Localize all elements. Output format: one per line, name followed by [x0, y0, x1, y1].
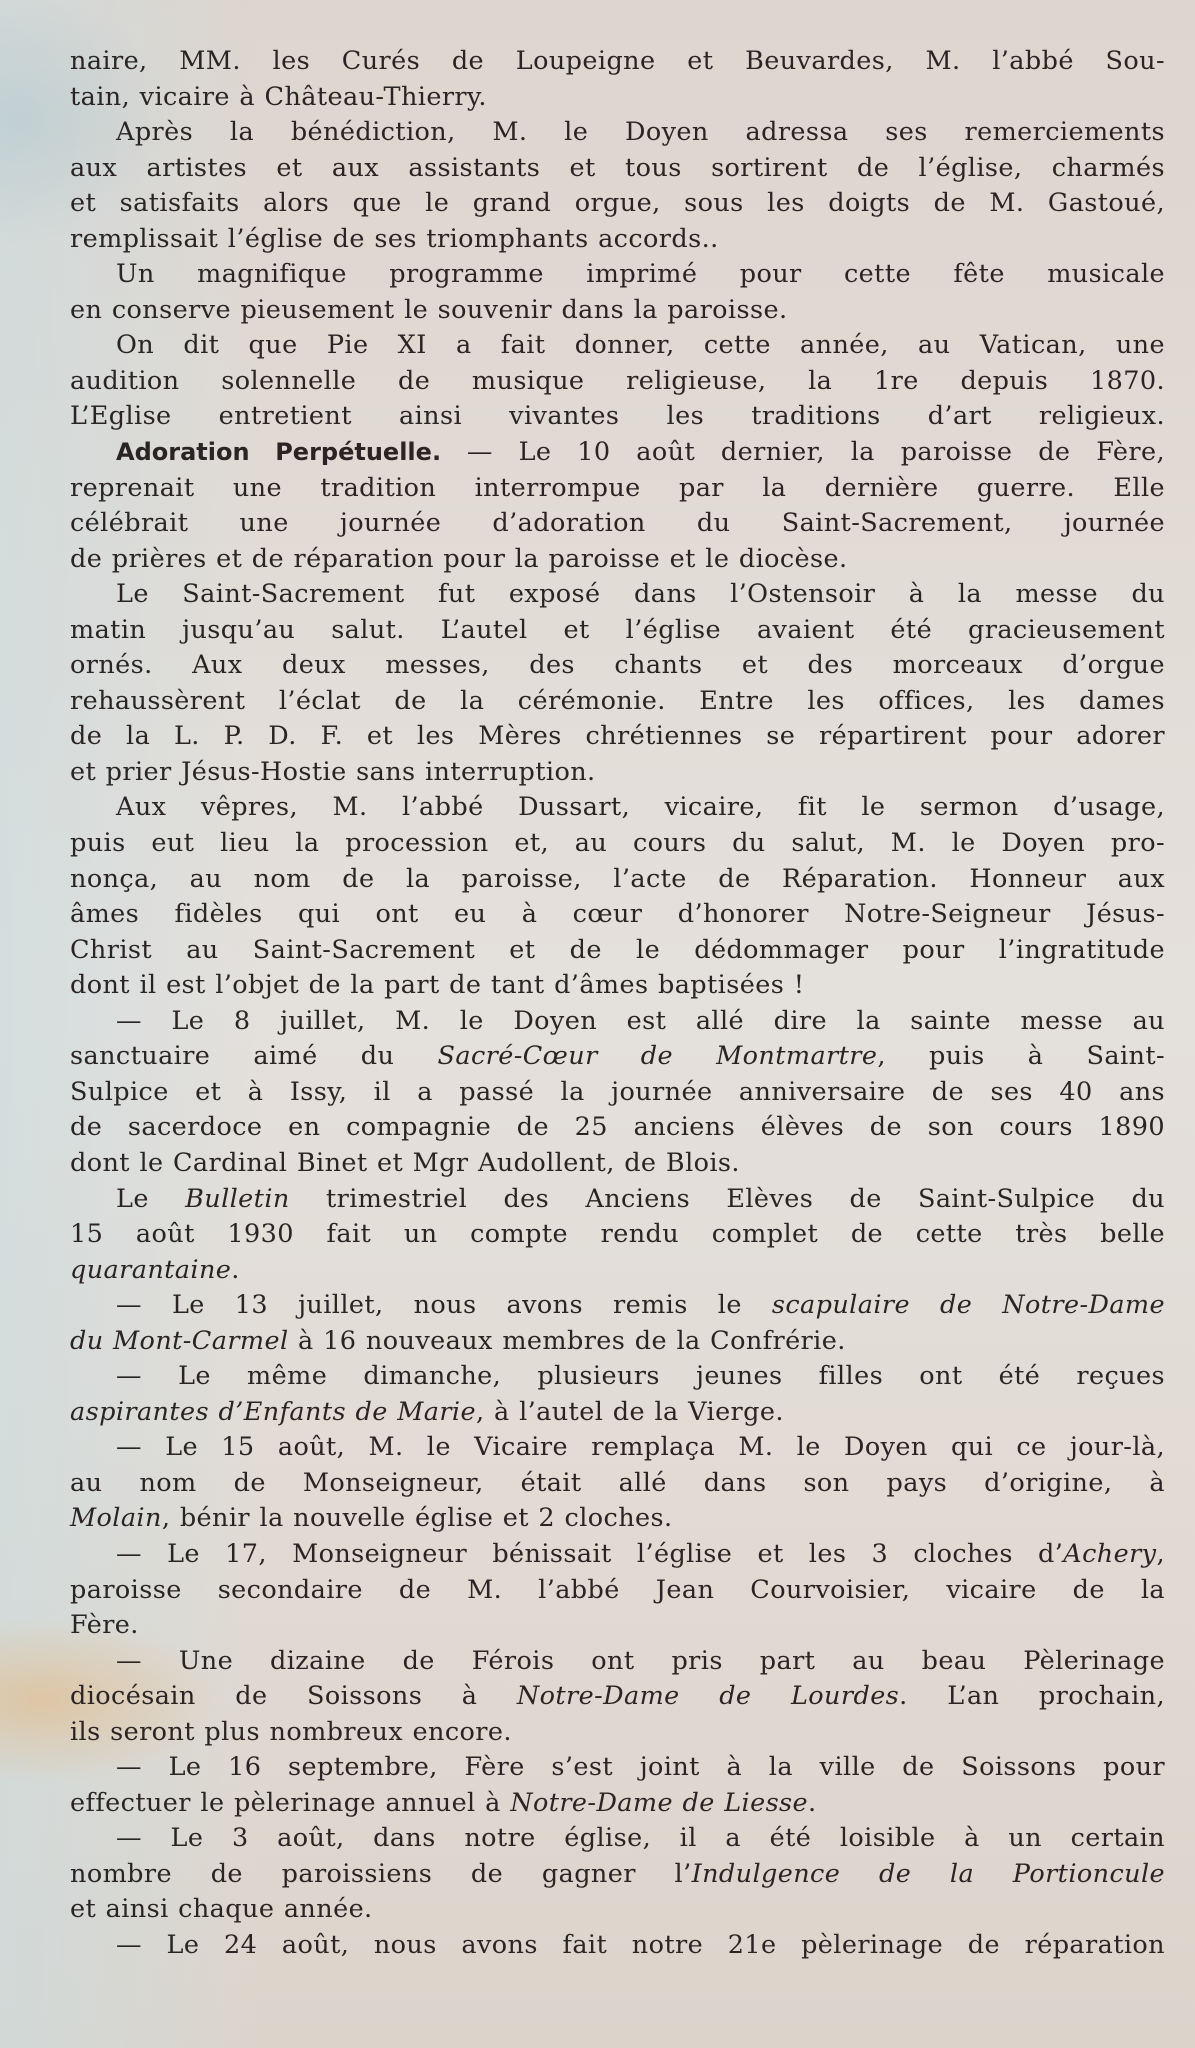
- line-text: , puis à Saint-: [877, 1041, 1165, 1072]
- line-text: dont il est l’objet de la part de tant d’âmes baptisées !: [70, 970, 805, 1001]
- text-line: [70, 1430, 1165, 1466]
- line-text: tain, vicaire à Château-Thierry.: [70, 81, 487, 112]
- line-text: diocésain de Soissons à: [70, 1681, 517, 1712]
- text-line: [70, 1750, 1165, 1786]
- line-text: — Le 24 août, nous avons fait notre 21e pèlerinage de réparation: [116, 1929, 1165, 1960]
- section-heading: Adoration Perpétuelle.: [116, 438, 442, 467]
- text-line: [70, 1466, 1165, 1502]
- text-line: [70, 755, 1165, 791]
- line-text: Après la bénédiction, M. le Doyen adressa ses remerciements: [116, 117, 1165, 148]
- text-line: [70, 1359, 1165, 1395]
- line-text: matin jusqu’au salut. L’autel et l’église avaient été gracieusement: [70, 614, 1165, 645]
- text-line: [70, 1501, 1165, 1537]
- text-line: [70, 933, 1165, 969]
- text-line: [70, 1039, 1165, 1075]
- line-text: , bénir la nouvelle église et 2 cloches.: [161, 1503, 673, 1534]
- line-text: — Le 8 juillet, M. le Doyen est allé dire la sainte messe au: [116, 1005, 1165, 1036]
- italic-text: scapulaire de Notre-Dame: [771, 1290, 1165, 1321]
- line-text: de la L. P. D. F. et les Mères chrétiennes se répartirent pour adorer: [70, 721, 1165, 752]
- text-line: [70, 1821, 1165, 1857]
- line-text: et satisfaits alors que le grand orgue, sous les doigts de M. Gastoué,: [70, 188, 1165, 219]
- text-line: [70, 1928, 1165, 1964]
- line-text: — Le 10 août dernier, la paroisse de Fère,: [441, 437, 1165, 468]
- line-text: nombre de paroissiens de gagner l’: [70, 1858, 692, 1889]
- line-text: de prières et de réparation pour la paroisse et le diocèse.: [70, 543, 848, 574]
- text-line: [70, 1395, 1165, 1431]
- text-line: [70, 790, 1165, 826]
- text-line: [70, 542, 1165, 578]
- line-text: âmes fidèles qui ont eu à cœur d’honorer Notre-Seigneur Jésus-: [70, 899, 1165, 930]
- text-line: [70, 1857, 1165, 1893]
- text-line: [70, 328, 1165, 364]
- line-text: 15 août 1930 fait un compte rendu complet de cette très belle: [70, 1219, 1165, 1250]
- line-text: L’Eglise entretient ainsi vivantes les traditions d’art religieux.: [70, 401, 1165, 432]
- text-line: [70, 613, 1165, 649]
- line-text: — Le 17, Monseigneur bénissait l’église et les 3 cloches d’: [116, 1538, 1064, 1569]
- line-text: de sacerdoce en compagnie de 25 anciens élèves de son cours 1890: [70, 1112, 1165, 1143]
- line-text: .: [231, 1254, 240, 1285]
- line-text: — Le 16 septembre, Fère s’est joint à la ville de Soissons pour: [116, 1752, 1165, 1783]
- text-line: [70, 1892, 1165, 1928]
- text-line: [70, 1004, 1165, 1040]
- line-text: Le: [116, 1183, 186, 1214]
- line-text: , à l’autel de la Vierge.: [475, 1396, 784, 1427]
- text-line: [70, 1608, 1165, 1644]
- text-line: [70, 648, 1165, 684]
- italic-text: Notre-Dame de Liesse: [510, 1787, 809, 1818]
- line-text: ornés. Aux deux messes, des chants et des morceaux d’orgue: [70, 650, 1165, 681]
- text-line: [70, 1075, 1165, 1111]
- line-text: — Le 15 août, M. le Vicaire remplaça M. le Doyen qui ce jour-là,: [116, 1432, 1165, 1463]
- text-line: [70, 399, 1165, 435]
- italic-text: Achery: [1063, 1538, 1157, 1569]
- italic-text: Sacré-Cœur de Montmartre: [437, 1041, 878, 1072]
- line-text: en conserve pieusement le souvenir dans la paroisse.: [70, 294, 788, 325]
- line-text: — Le 3 août, dans notre église, il a été loisible à un certain: [116, 1823, 1165, 1854]
- text-line: [70, 862, 1165, 898]
- text-line: [70, 1573, 1165, 1609]
- text-line: [70, 719, 1165, 755]
- italic-text: aspirantes d’Enfants de Marie: [70, 1396, 476, 1427]
- text-line: [70, 1679, 1165, 1715]
- line-text: ,: [1156, 1538, 1165, 1569]
- italic-text: Bulletin: [185, 1183, 290, 1214]
- italic-text: Notre-Dame de Lourdes: [516, 1681, 900, 1712]
- line-text: .: [808, 1787, 817, 1818]
- text-line: [70, 577, 1165, 613]
- line-text: Sulpice et à Issy, il a passé la journée anniversaire de ses 40 ans: [70, 1076, 1165, 1107]
- line-text: Christ au Saint-Sacrement et de le dédommager pour l’ingratitude: [70, 934, 1165, 965]
- line-text: Aux vêpres, M. l’abbé Dussart, vicaire, fit le sermon d’usage,: [116, 792, 1165, 823]
- text-line: [70, 897, 1165, 933]
- text-line: [70, 115, 1165, 151]
- line-text: célébrait une journée d’adoration du Saint-Sacrement, journée: [70, 508, 1165, 539]
- text-line: [70, 293, 1165, 329]
- text-line: [70, 186, 1165, 222]
- line-text: remplissait l’église de ses triomphants accords..: [70, 223, 719, 254]
- line-text: audition solennelle de musique religieuse, la 1re depuis 1870.: [70, 365, 1165, 396]
- italic-text: Molain: [70, 1503, 162, 1534]
- line-text: nonça, au nom de la paroisse, l’acte de Réparation. Honneur aux: [70, 863, 1165, 894]
- line-text: effectuer le pèlerinage annuel à: [70, 1787, 511, 1818]
- text-line: [70, 44, 1165, 80]
- line-text: rehaussèrent l’éclat de la cérémonie. Entre les offices, les dames: [70, 685, 1165, 716]
- italic-text: du Mont-Carmel: [70, 1325, 289, 1356]
- document-page: [70, 44, 1165, 1964]
- text-line: [70, 1644, 1165, 1680]
- line-text: reprenait une tradition interrompue par la dernière guerre. Elle: [70, 472, 1165, 503]
- text-line: [70, 222, 1165, 258]
- text-line: [70, 435, 1165, 471]
- line-text: à 16 nouveaux membres de la Confrérie.: [288, 1325, 846, 1356]
- text-line: [70, 80, 1165, 116]
- text-line: [70, 1324, 1165, 1360]
- line-text: aux artistes et aux assistants et tous sortirent de l’église, charmés: [70, 152, 1165, 183]
- line-text: au nom de Monseigneur, était allé dans son pays d’origine, à: [70, 1467, 1165, 1498]
- text-line: [70, 1110, 1165, 1146]
- line-text: On dit que Pie XI a fait donner, cette année, au Vatican, une: [116, 330, 1165, 361]
- text-line: [70, 1182, 1165, 1218]
- text-line: [70, 1146, 1165, 1182]
- italic-text: Indulgence de la Portioncule: [691, 1858, 1165, 1889]
- line-text: sanctuaire aimé du: [70, 1041, 438, 1072]
- line-text: trimestriel des Anciens Elèves de Saint-Sulpice du: [289, 1183, 1165, 1214]
- text-line: [70, 1786, 1165, 1822]
- text-line: [70, 1288, 1165, 1324]
- text-line: [70, 684, 1165, 720]
- text-line: [70, 1217, 1165, 1253]
- text-line: [70, 151, 1165, 187]
- text-line: [70, 826, 1165, 862]
- text-line: [70, 471, 1165, 507]
- line-text: naire, MM. les Curés de Loupeigne et Beuvardes, M. l’abbé Sou-: [70, 46, 1165, 76]
- line-text: — Une dizaine de Férois ont pris part au beau Pèlerinage: [116, 1645, 1165, 1676]
- line-text: — Le même dimanche, plusieurs jeunes filles ont été reçues: [116, 1361, 1165, 1392]
- text-line: [70, 968, 1165, 1004]
- line-text: et ainsi chaque année.: [70, 1894, 373, 1925]
- line-text: Fère.: [70, 1610, 139, 1641]
- line-text: dont le Cardinal Binet et Mgr Audollent, de Blois.: [70, 1147, 740, 1178]
- text-line: [70, 1537, 1165, 1573]
- line-text: et prier Jésus-Hostie sans interruption.: [70, 756, 596, 787]
- line-text: paroisse secondaire de M. l’abbé Jean Courvoisier, vicaire de la: [70, 1574, 1165, 1605]
- italic-text: quarantaine: [70, 1254, 232, 1285]
- line-text: Un magnifique programme imprimé pour cette fête musicale: [116, 259, 1165, 290]
- line-text: — Le 13 juillet, nous avons remis le: [116, 1290, 772, 1321]
- line-text: puis eut lieu la procession et, au cours du salut, M. le Doyen pro-: [70, 828, 1165, 859]
- text-line: [70, 1715, 1165, 1751]
- line-text: ils seront plus nombreux encore.: [70, 1716, 512, 1747]
- text-line: [70, 1253, 1165, 1289]
- text-line: [70, 364, 1165, 400]
- text-line: [70, 506, 1165, 542]
- line-text: Le Saint-Sacrement fut exposé dans l’Ostensoir à la messe du: [116, 579, 1165, 610]
- line-text: . L’an prochain,: [899, 1681, 1165, 1712]
- text-line: [70, 257, 1165, 293]
